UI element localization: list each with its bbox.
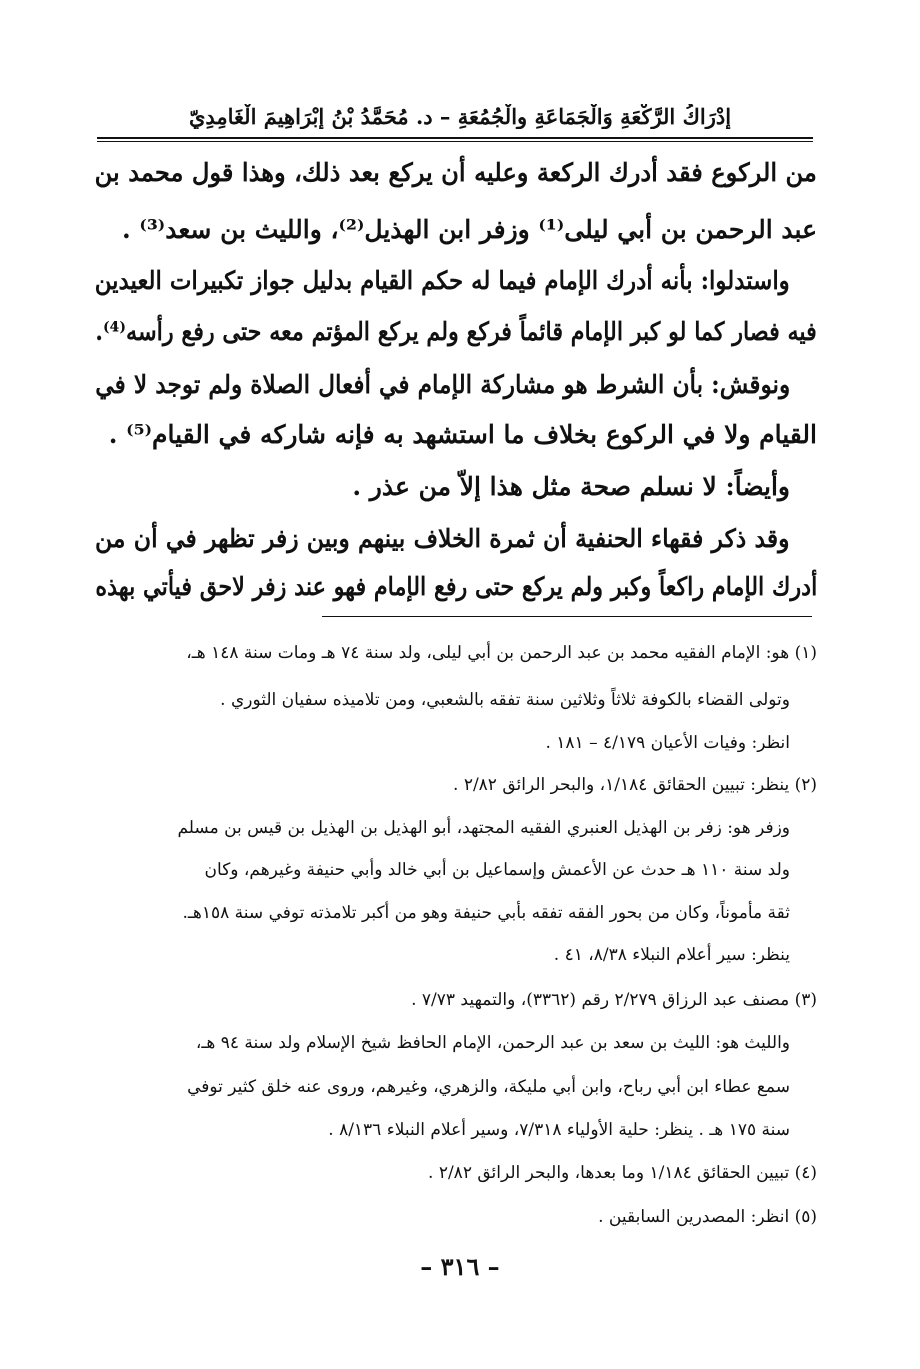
footnote-line: وتولى القضاء بالكوفة ثلاثاً وثلاثين سنة تفقه بالشعبي، ومن تلاميذه سفيان الثوري . [220,690,790,710]
body-line: فيه فصار كما لو كبر الإمام قائماً فركع ولم يركع المؤتم معه حتى رفع رأسه⁽⁴⁾. [95,317,817,346]
footnote-line: (٤) تبيين الحقائق ١/١٨٤ وما بعدها، والبحر الرائق ٢/٨٢ . [428,1163,817,1183]
footnote-line: (١) هو: الإمام الفقيه محمد بن عبد الرحمن بن أبي ليلى، ولد سنة ٧٤ هـ ومات سنة ١٤٨ هـ، [186,643,817,663]
body-line: أدرك الإمام راكعاً وكبر ولم يركع حتى رفع الإمام فهو عند زفر لاحق فيأتي بهذه [95,572,817,601]
body-line: القيام ولا في الركوع بخلاف ما استشهد به فإنه شاركه في القيام⁽⁵⁾ . [108,420,817,449]
footnote-line: ينظر: سير أعلام النبلاء ٨/٣٨، ٤١ . [553,945,790,965]
running-head: إدْرَاكُ الرَّكْعَةِ وَالْجَمَاعَةِ والْجُمُعَةِ – د. مُحَمَّدُ بْنُ إِبْرَاهِيمَ الْغَامِدِيّ [188,104,732,129]
footnote-line: ولد سنة ١١٠ هـ حدث عن الأعمش وإسماعيل بن أبي خالد وأبي حنيفة وغيرهم، وكان [204,860,790,880]
body-line: واستدلوا: بأنه أدرك الإمام فيما له حكم القيام بدليل جواز تكبيرات العيدين [94,266,790,295]
footnote-line: (٢) ينظر: تبيين الحقائق ١/١٨٤، والبحر الرائق ٢/٨٢ . [453,775,817,795]
footnote-separator [322,616,812,617]
footnote-line: والليث هو: الليث بن سعد بن عبد الرحمن، الإمام الحافظ شيخ الإسلام ولد سنة ٩٤ هـ، [195,1033,790,1053]
page-number: – ٣١٦ – [420,1252,500,1281]
body-line: ونوقش: بأن الشرط هو مشاركة الإمام في أفعال الصلاة ولم توجد لا في [95,370,790,399]
header-rule [97,137,813,139]
footnote-line: سنة ١٧٥ هـ . ينظر: حلية الأولياء ٧/٣١٨، وسير أعلام النبلاء ٨/١٣٦ . [328,1120,790,1140]
footnote-line: (٣) مصنف عبد الرزاق ٢/٢٧٩ رقم (٣٣٦٢)، والتمهيد ٧/٧٣ . [411,990,817,1010]
body-line: من الركوع فقد أدرك الركعة وعليه أن يركع بعد ذلك، وهذا قول محمد بن [94,158,817,187]
footnote-line: وزفر هو: زفر بن الهذيل العنبري الفقيه المجتهد، أبو الهذيل بن الهذيل بن قيس بن مسلم [177,818,790,838]
footnote-line: انظر: وفيات الأعيان ٤/١٧٩ – ١٨١ . [545,733,790,753]
footnote-line: ثقة مأموناً، وكان من بحور الفقه تفقه بأبي حنيفة وهو من أكبر تلامذته توفي سنة ١٥٨هـ. [182,903,790,923]
body-line: وقد ذكر فقهاء الحنفية أن ثمرة الخلاف بينهم وبين زفر تظهر في أن من [95,524,790,553]
footnote-line: (٥) انظر: المصدرين السابقين . [598,1207,817,1227]
header-rule-thin [97,141,813,142]
footnote-line: سمع عطاء ابن أبي رباح، وابن أبي مليكة، والزهري، وغيرهم، وروى عنه خلق كثير توفي [187,1077,790,1097]
body-line: وأيضاً: لا نسلم صحة مثل هذا إلاّ من عذر . [352,472,790,501]
body-line: عبد الرحمن بن أبي ليلى⁽¹⁾ وزفر ابن الهذيل⁽²⁾، والليث بن سعد⁽³⁾ . [121,215,817,244]
